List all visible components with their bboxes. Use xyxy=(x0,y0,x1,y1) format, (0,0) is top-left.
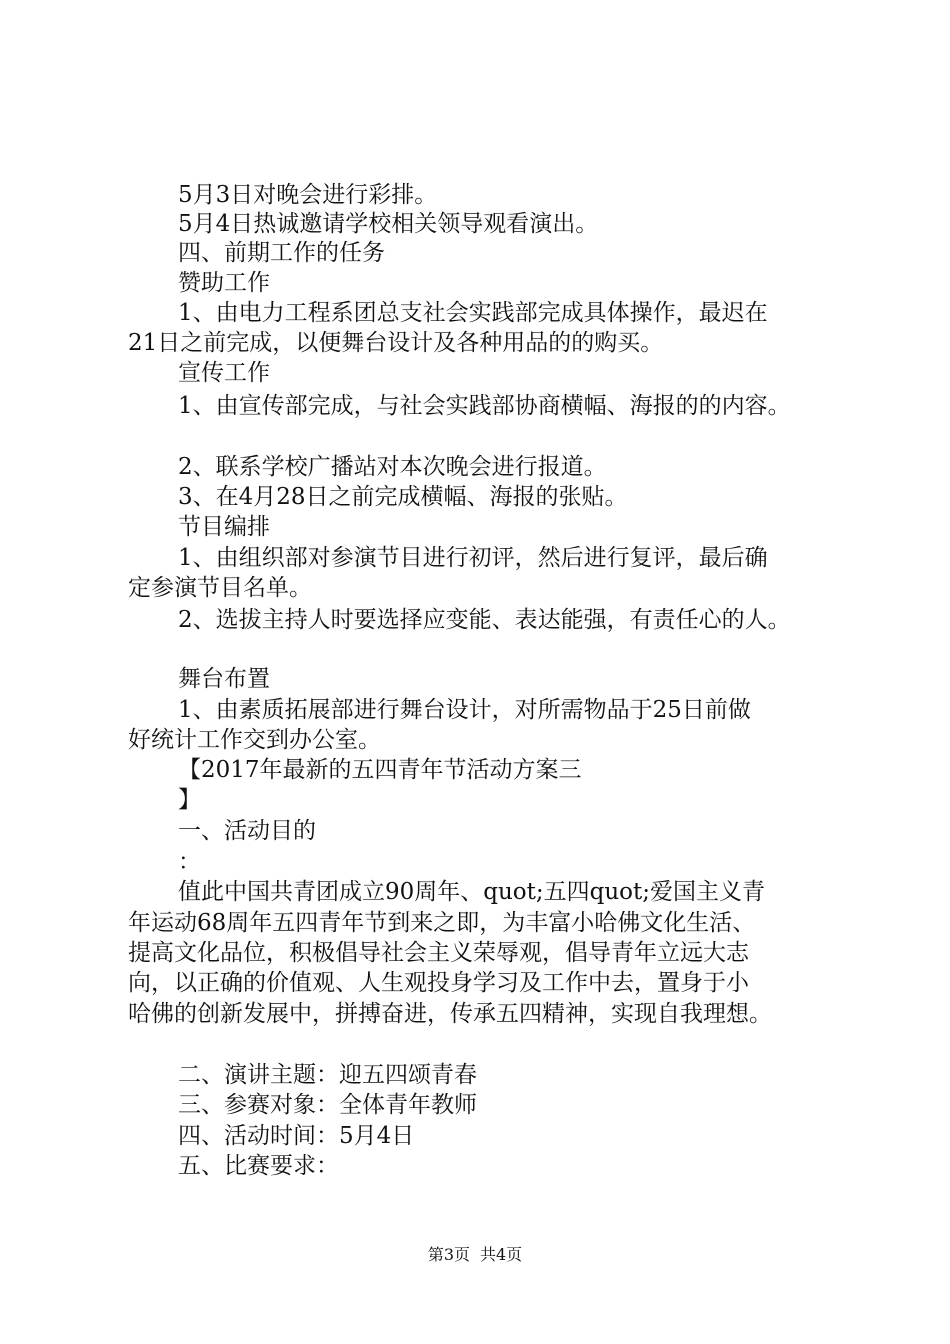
text-line: 定参演节目名单。 xyxy=(128,575,312,601)
text-line: 5月4日热诚邀请学校相关领导观看演出。 xyxy=(178,211,599,237)
text-line: 年运动68周年五四青年节到来之即，为丰富小哈佛文化生活、 xyxy=(128,910,756,936)
document-title: 【2017年最新的五四青年节活动方案三 xyxy=(178,757,582,783)
section-heading: 四、前期工作的任务 xyxy=(178,240,385,266)
section-heading: 四、活动时间：5月4日 xyxy=(178,1123,415,1149)
text-line: 3、在4月28日之前完成横幅、海报的张贴。 xyxy=(178,484,628,510)
text-line: 哈佛的创新发展中，拼搏奋进，传承五四精神，实现自我理想。 xyxy=(128,1001,772,1027)
subsection-heading: 节目编排 xyxy=(178,514,270,540)
text-line: 1、由宣传部完成，与社会实践部协商横幅、海报的的内容。 xyxy=(178,393,791,419)
text-line: 1、由素质拓展部进行舞台设计，对所需物品于25日前做 xyxy=(178,697,751,723)
text-line: 2、联系学校广播站对本次晚会进行报道。 xyxy=(178,454,607,480)
text-line: 好统计工作交到办公室。 xyxy=(128,727,381,753)
subsection-heading: 舞台布置 xyxy=(178,666,270,692)
subsection-heading: 宣传工作 xyxy=(178,360,270,386)
document-title: 】 xyxy=(178,787,201,813)
section-heading: 三、参赛对象：全体青年教师 xyxy=(178,1092,477,1118)
text-line: 21日之前完成，以便舞台设计及各种用品的的购买。 xyxy=(128,330,664,356)
text-line: 2、选拔主持人时要选择应变能、表达能强，有责任心的人。 xyxy=(178,607,791,633)
section-heading: 一、活动目的 xyxy=(178,818,316,844)
section-heading: 二、演讲主题：迎五四颂青春 xyxy=(178,1062,477,1088)
text-line: 5月3日对晚会进行彩排。 xyxy=(178,182,438,208)
page-total: 共4页 xyxy=(480,1245,523,1264)
page-footer xyxy=(0,1244,950,1266)
text-line: 1、由组织部对参演节目进行初评，然后进行复评，最后确 xyxy=(178,545,768,571)
page-number: 第3页 xyxy=(427,1245,470,1264)
text-line: 1、由电力工程系团总支社会实践部完成具体操作，最迟在 xyxy=(178,300,768,326)
text-line: 向，以正确的价值观、人生观投身学习及工作中去，置身于小 xyxy=(128,970,749,996)
subsection-heading: 赞助工作 xyxy=(178,270,270,296)
section-heading: 五、比赛要求： xyxy=(178,1153,339,1179)
text-line: ： xyxy=(178,849,201,875)
text-line: 值此中国共青团成立90周年、quot;五四quot;爱国主义青 xyxy=(178,879,766,905)
text-line: 提高文化品位，积极倡导社会主义荣辱观，倡导青年立远大志 xyxy=(128,940,749,966)
